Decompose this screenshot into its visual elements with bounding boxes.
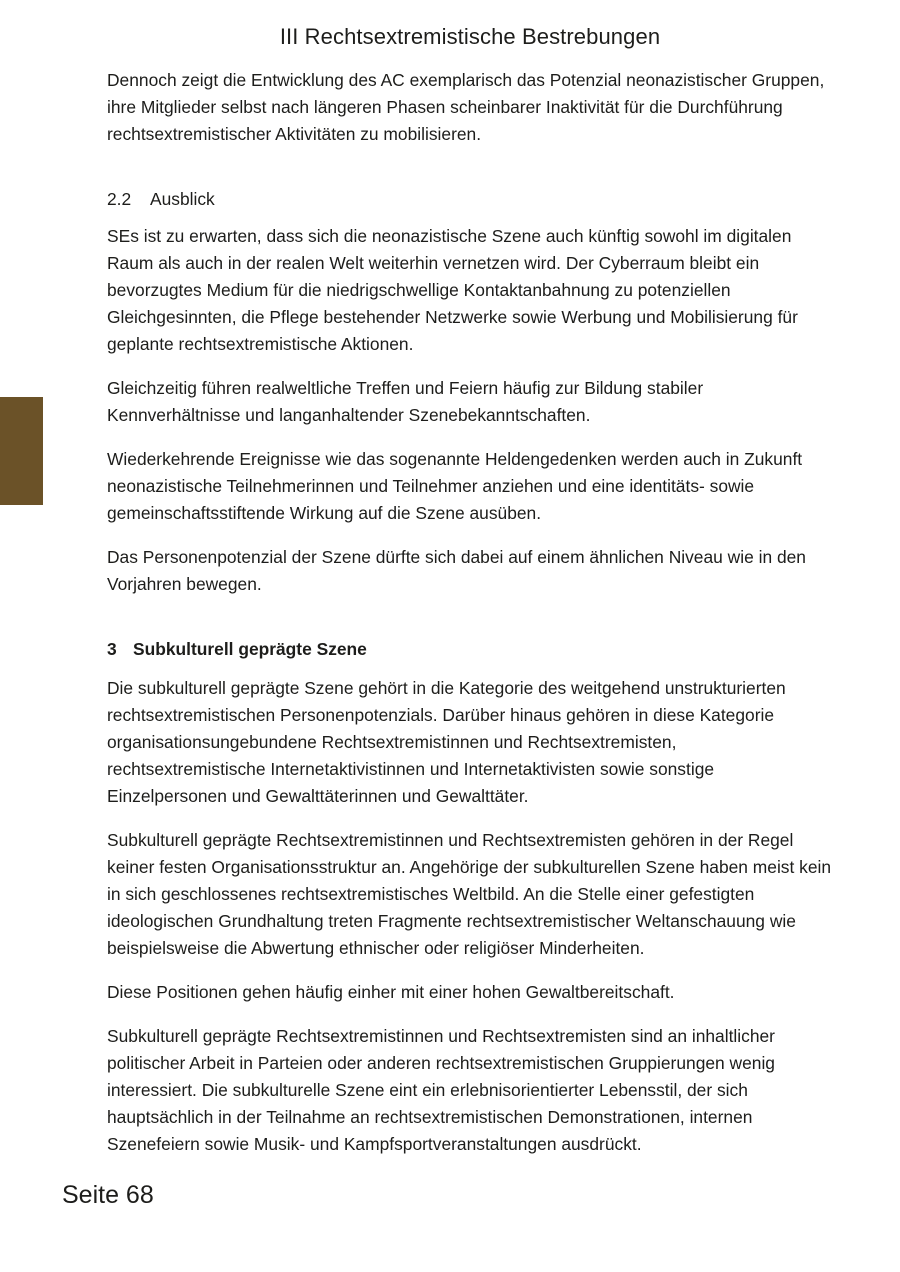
section-title: Subkulturell geprägte Szene <box>133 639 367 659</box>
paragraph: Die subkulturell geprägte Szene gehört in die Kategorie des weitgehend unstrukturierten rechtsextremistischen Personenpotenzials. Darüber hinaus gehören in diese Kategorie organisationsungebundene Rechtsextremistinnen und Rechtsextremisten, rechtsextremistische Internetaktivistinnen und Internetaktivisten sowie sonstige Einzelpersonen und Gewalttäterinnen und Gewalttäter. <box>107 678 786 806</box>
section-heading-3 <box>107 636 837 663</box>
section-number: 2.2 <box>107 189 132 209</box>
section-heading-2-2 <box>107 186 837 213</box>
running-header: III Rechtsextremistische Bestrebungen <box>279 24 661 49</box>
section-title: Ausblick <box>150 189 215 209</box>
paragraph: Subkulturell geprägte Rechtsextremistinnen und Rechtsextremisten sind an inhaltlicher politischer Arbeit in Parteien oder anderen rechtsextremistischen Gruppierungen wenig interessiert. Die subkulturelle Szene eint ein erlebnisorientierter Lebensstil, der sich hauptsächlich in der Teilnahme an rechtsextremistischen Demonstrationen, internen Szenefeiern sowie Musik- und Kampfsportveranstaltungen ausdrückt. <box>107 1026 775 1154</box>
paragraph: Gleichzeitig führen realweltliche Treffen und Feiern häufig zur Bildung stabiler Kennverhältnisse und langanhaltender Szenebekanntschaften. <box>107 378 704 425</box>
chapter-side-tab <box>0 397 43 505</box>
section-number: 3 <box>107 639 117 659</box>
paragraph: Diese Positionen gehen häufig einher mit einer hohen Gewaltbereitschaft. <box>107 982 675 1002</box>
page-number: Seite 68 <box>62 1181 154 1209</box>
paragraph: SEs ist zu erwarten, dass sich die neonazistische Szene auch künftig sowohl im digitalen Raum als auch in der realen Welt weiterhin vernetzen wird. Der Cyberraum bleibt ein bevorzugtes Medium für die niedrigschwellige Kontaktanbahnung zu potenziellen Gleichgesinnten, die Pflege bestehender Netzwerke sowie Werbung und Mobilisierung für geplante rechtsextremistische Aktionen. <box>107 226 798 354</box>
intro-paragraph: Dennoch zeigt die Entwicklung des AC exemplarisch das Potenzial neonazistischer Gruppen, ihre Mitglieder selbst nach längeren Phasen scheinbarer Inaktivität für die Durchführung rechtsextremistischer Aktivitäten zu mobilisieren. <box>107 70 825 144</box>
paragraph: Subkulturell geprägte Rechtsextremistinnen und Rechtsextremisten gehören in der Regel keiner festen Organisationsstruktur an. Angehörige der subkulturellen Szene haben meist kein in sich geschlossenes rechtsextremistisches Weltbild. An die Stelle einer gefestigten ideologischen Grundhaltung treten Fragmente rechtsextremistischer Weltanschauung wie beispielsweise die Abwertung ethnischer oder religiöser Minderheiten. <box>107 830 832 958</box>
page-content <box>107 67 837 1158</box>
paragraph: Wiederkehrende Ereignisse wie das sogenannte Heldengedenken werden auch in Zukunft neonazistische Teilnehmerinnen und Teilnehmer anziehen und eine identitäts- sowie gemeinschaftsstiftende Wirkung auf die Szene ausüben. <box>107 449 803 523</box>
paragraph: Das Personenpotenzial der Szene dürfte sich dabei auf einem ähnlichen Niveau wie in den Vorjahren bewegen. <box>107 547 806 594</box>
